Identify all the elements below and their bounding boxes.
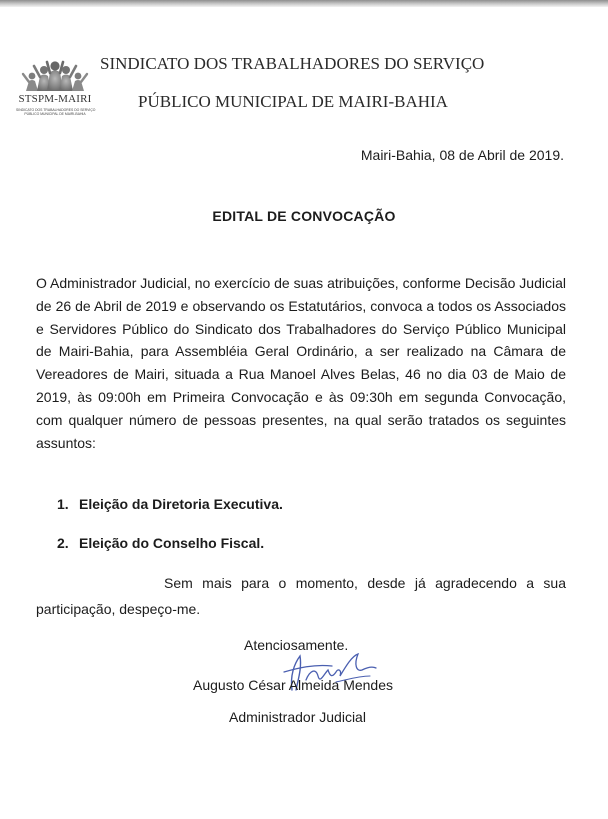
agenda-item: [57, 535, 264, 551]
org-name-line-2: PÚBLICO MUNICIPAL DE MAIRI-BAHIA: [138, 92, 448, 111]
agenda-item: [57, 496, 283, 512]
logo-name: STSPM-MAIRI: [18, 93, 92, 105]
agenda-item-text: Eleição do Conselho Fiscal.: [79, 535, 265, 551]
union-logo: [14, 60, 96, 122]
logo-subtitle-line-2: PÚBLICO MUNICIPAL DE MAIRI-BAHIA: [24, 112, 86, 116]
document-title: EDITAL DE CONVOCAÇÃO: [212, 208, 396, 224]
org-name-line-1: SINDICATO DOS TRABALHADORES DO SERVIÇO: [100, 54, 485, 73]
agenda-item-number: 2.: [57, 535, 69, 551]
date-line: Mairi-Bahia, 08 de Abril de 2019.: [360, 147, 564, 163]
people-figures-icon: [20, 60, 90, 94]
logo-subtitle-line-1: SINDICATO DOS TRABALHADORES DO SERVIÇO: [16, 108, 96, 112]
body-paragraph: O Administrador Judicial, no exercício de suas atribuições, conforme Decisão Judicial de 26 de Abril de 2019 e observando os Estatutários, convoca a todos os Associados e Servidores Público do Sindicato dos Trabalhadores do Serviço Público Municipal de Mairi-Bahia, para Assembléia Geral Ordinário, a ser realizado na Câmara de Vereadores de Mairi, situada a Rua Manoel Alves Belas, 46 no dia 03 de Maio de 2019, às 09:00h em Primeira Convocação e às 09:30h em segunda Convocação, com qualquer número de pessoas presentes, na qual serão tratados os seguintes assuntos:: [36, 275, 566, 451]
scan-edge: [0, 0, 608, 7]
closing-paragraph: Sem mais para o momento, desde já agradecendo a sua participação, despeço-me.: [36, 575, 566, 617]
agenda-item-number: 1.: [57, 496, 69, 512]
agenda-item-text: Eleição da Diretoria Executiva.: [79, 496, 283, 512]
signer-role: Administrador Judicial: [229, 709, 366, 725]
salutation: Atenciosamente.: [244, 637, 349, 653]
signer-name: Augusto César Almeida Mendes: [193, 677, 393, 693]
